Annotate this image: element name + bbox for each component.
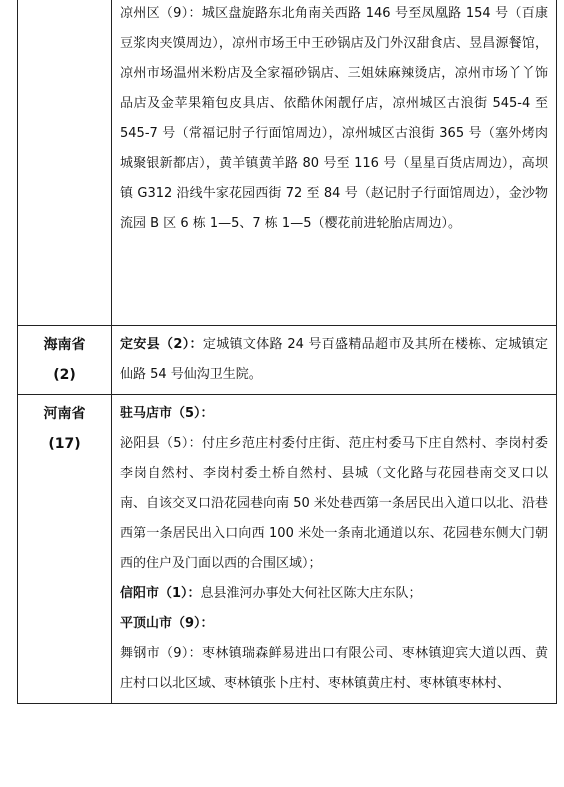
province-name: 河南省 [43, 406, 86, 422]
area-text: 息县淮河办事处大何社区陈大庄东队； [200, 586, 422, 601]
table-row [18, 326, 557, 395]
area-text: 凉州区（9）：城区盘旋路东北角南关西路 146 号至凤凰路 154 号（百康豆浆肉夹馍周边），凉州市场王中王砂锅店及门外汉甜食店、昱昌源餐馆，凉州市场温州米粉店及全家福砂锅店、三姐妹麻辣烫店，凉州市场丫丫饰品店及金苹果箱包皮具店、依酷休闲靓仔店，凉州城区古浪街 545-4 至 545-7 号（常福记肘子行面馆周边），凉州城区古浪街 365 号（塞外烤肉城聚银新都店），黄羊镇黄羊路 80 号至 116 号（星星百货店周边），高坝镇 G312 沿线牛家花园西街 72 至 84 号（赵记肘子行面馆周边），金沙物流园 B 区 6 栋 1—5、7 栋 1—5（樱花前进轮胎店周边）。 [120, 6, 548, 231]
area-cell [112, 395, 557, 704]
area-paragraph [120, 579, 548, 609]
city-label: 驻马店市（5）： [120, 406, 214, 421]
area-paragraph [120, 330, 548, 390]
province-cell [18, 326, 112, 395]
province-cell [18, 0, 112, 326]
province-name: 海南省 [43, 337, 86, 353]
area-cell [112, 0, 557, 326]
area-paragraph [120, 429, 548, 579]
table-row [18, 395, 557, 704]
province-count: (2) [53, 367, 76, 383]
city-label: 平顶山市（9）： [120, 616, 214, 631]
county-label: 定安县（2）： [120, 337, 203, 352]
area-cell [112, 326, 557, 395]
area-paragraph [120, 639, 548, 699]
province-count: (17) [48, 436, 81, 452]
area-text: 舞钢市（9）：枣林镇瑞森鲜易进出口有限公司、枣林镇迎宾大道以西、黄庄村口以北区域、枣林镇张卜庄村、枣林镇黄庄村、枣林镇枣林村、 [120, 646, 548, 691]
area-paragraph [120, 0, 548, 239]
area-list-table [17, 0, 557, 704]
table-row [18, 0, 557, 326]
province-cell [18, 395, 112, 704]
city-heading [120, 399, 548, 429]
area-text: 定城镇文体路 24 号百盛精品超市及其所在楼栋、定城镇定仙路 54 号仙沟卫生院。 [120, 337, 548, 382]
city-label: 信阳市（1）： [120, 586, 201, 601]
area-text: 泌阳县（5）：付庄乡范庄村委付庄街、范庄村委马下庄自然村、李岗村委李岗自然村、李岗村委土桥自然村、县城（文化路与花园巷南交叉口以南、自该交叉口沿花园巷向南 50 米处巷西第一条居民出入道口以北、沿巷西第一条居民出入口向西 100 米处一条南北通道以东、花园巷东侧大门朝西的住户及门面以西的合围区域）； [120, 436, 548, 571]
city-heading [120, 609, 548, 639]
